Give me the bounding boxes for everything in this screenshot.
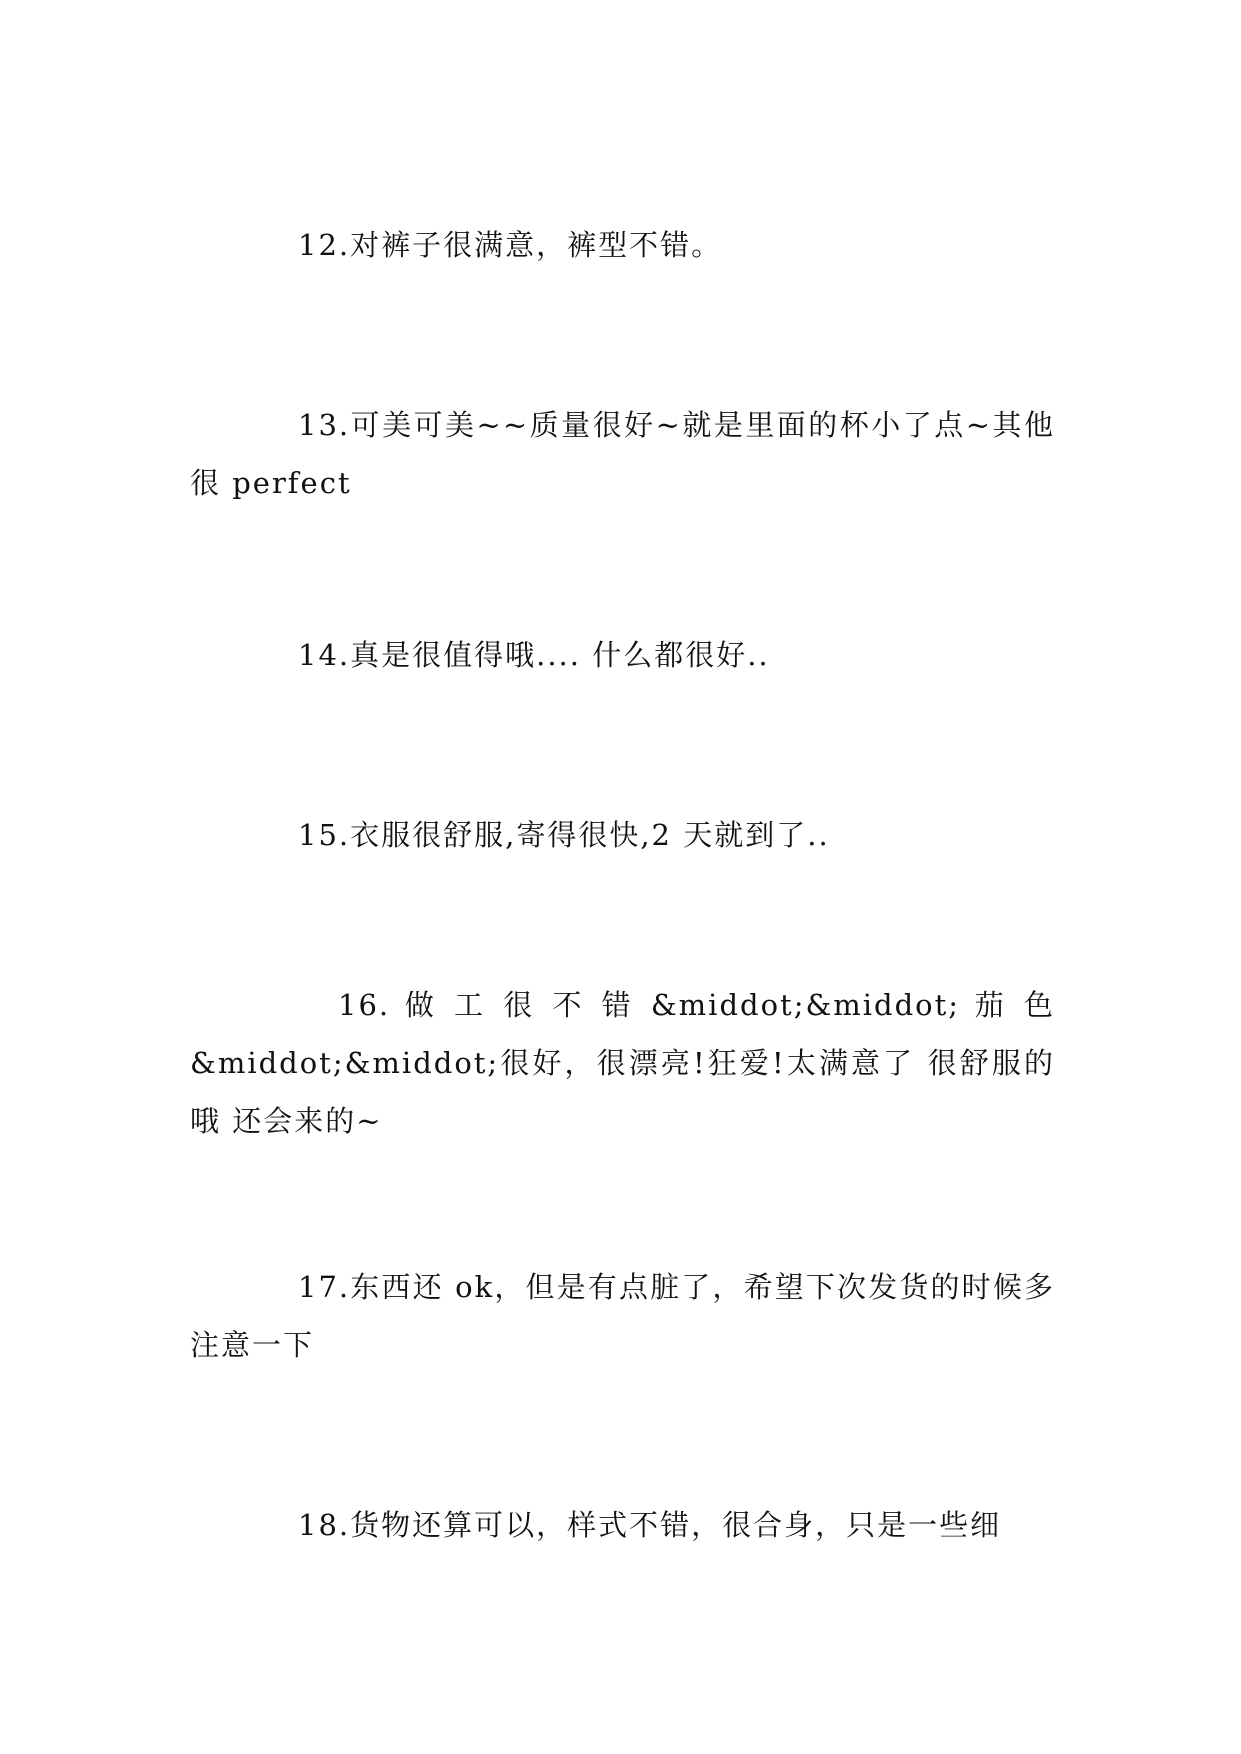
review-text-line-1: 16. 做 工 很 不 错 &middot;&middot; 茄 色: [338, 988, 1055, 1022]
review-text-continuation: &middot;&middot;很好，很漂亮!狂爱!太满意了 很舒服的哦 还会来的~: [190, 1046, 1055, 1138]
review-item-12: [190, 216, 1055, 274]
review-first-line: [190, 976, 1055, 1034]
review-text: 12.对裤子很满意，裤型不错。: [298, 228, 723, 262]
review-item-14: [190, 626, 1055, 684]
review-text: 13.可美可美~~质量很好~就是里面的杯小了点~其他很 perfect: [190, 408, 1055, 500]
review-continuation: [190, 1034, 1055, 1150]
review-item-15: [190, 806, 1055, 864]
review-item-18: [190, 1496, 1055, 1554]
review-text: 14.真是很值得哦.... 什么都很好..: [298, 638, 770, 672]
review-item-13: [190, 396, 1055, 512]
review-text: 15.衣服很舒服,寄得很快,2 天就到了..: [298, 818, 830, 852]
review-text: 17.东西还 ok，但是有点脏了，希望下次发货的时候多注意一下: [190, 1270, 1055, 1362]
review-text: 18.货物还算可以，样式不错，很合身，只是一些细: [298, 1508, 1002, 1542]
review-item-16: [190, 976, 1055, 1150]
review-item-17: [190, 1258, 1055, 1374]
